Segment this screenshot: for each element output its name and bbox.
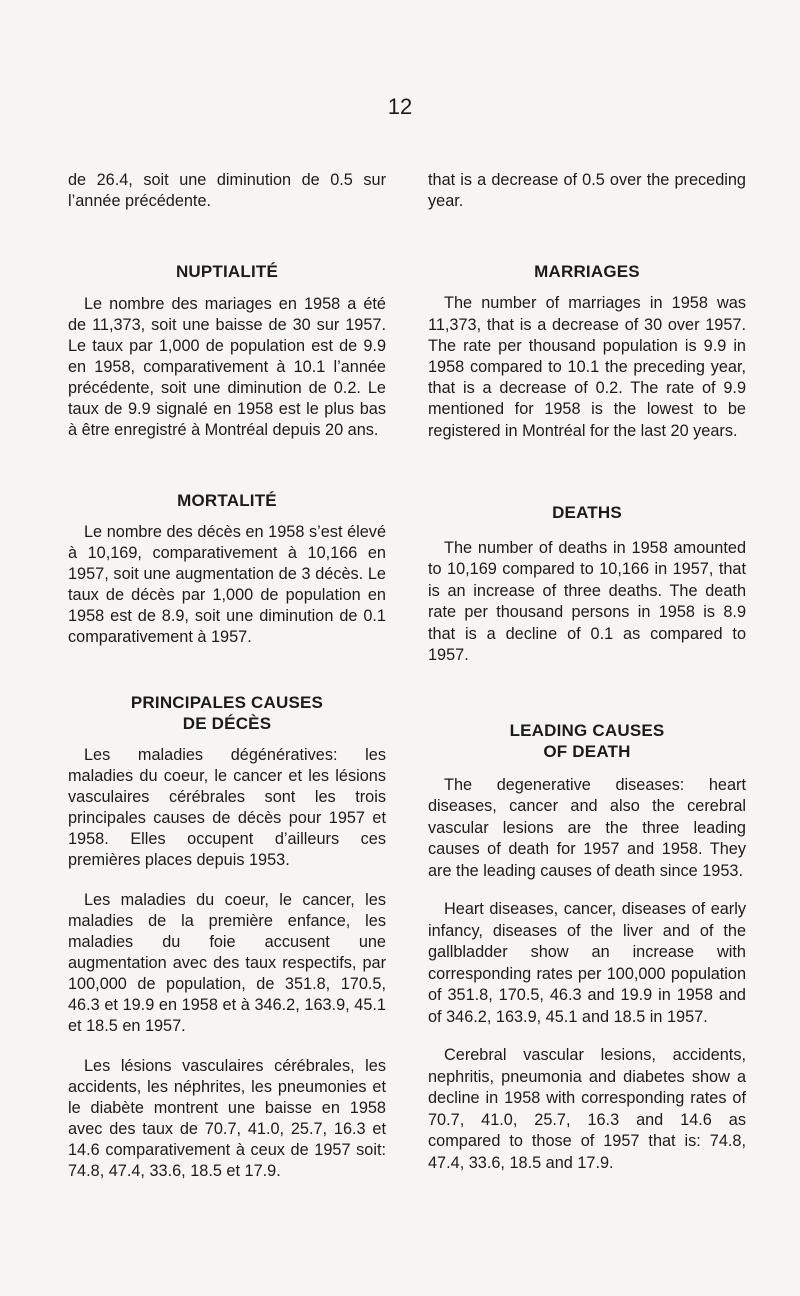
page-number: 12	[387, 94, 413, 119]
principales-causes-heading-line1: PRINCIPALES CAUSES	[130, 693, 324, 712]
english-column	[428, 170, 746, 1174]
causes-en-paragraph-2: Heart diseases, cancer, diseases of early infancy, diseases of the liver and of the gallbladder show an increase with corresponding rates per 100,000 population of 351.8, 170.5, 46.3 and 19.9 in 1958 and of 346.2, 163.9, 45.1 and 18.5 in 1957.	[428, 900, 746, 1026]
causes-en-paragraph-1: The degenerative diseases: heart diseases, cancer and also the cerebral vascular lesions are the three leading causes of death for 1957 and 1958. They are the leading causes of death since 1953.	[428, 775, 746, 880]
leading-causes-heading	[428, 720, 746, 762]
causes-en-paragraph-3: Cerebral vascular lesions, accidents, nephritis, pneumonia and diabetes show a decline in 1958 with corresponding rates of 70.7, 41.0, 25.7, 16.3 and 14.6 as compared to those of 1957 that is: 74.8, 47.4, 33.6, 18.5 and 17.9.	[428, 1046, 746, 1172]
deaths-paragraph: The number of deaths in 1958 amounted to 10,169 compared to 10,166 in 1957, that is an increase of three deaths. The death rate per thousand persons in 1958 is 8.9 that is a decline of 0.1 as compared to 1957.	[428, 538, 746, 665]
causes-fr-paragraph-2: Les maladies du coeur, le cancer, les maladies de la première enfance, les maladies du foie accusent une augmentation avec des taux respectifs, par 100,000 de population, de 351.8, 170.5, 46.3 et 19.9 en 1958 et à 346.2, 163.9, 45.1 et 18.5 en 1957.	[68, 891, 386, 1035]
causes-fr-paragraph-3: Les lésions vasculaires cérébrales, les accidents, les néphrites, les pneumonies et le diabète montrent une baisse en 1958 avec des taux de 70.7, 41.0, 25.7, 16.3 et 14.6 comparativement à ceux de 1957 soit: 74.8, 47.4, 33.6, 18.5 et 17.9.	[68, 1057, 386, 1180]
french-intro-paragraph: de 26.4, soit une diminution de 0.5 sur l’année précédente.	[68, 171, 386, 210]
marriages-heading: MARRIAGES	[534, 262, 640, 282]
mortalite-paragraph: Le nombre des décès en 1958 s’est élevé à 10,169, comparativement à 10,166 en 1957, soit une augmentation de 3 décès. Le taux de décès par 1,000 de population en 1958 est de 8.9, soit une diminution de 0.1 comparativement à 1957.	[68, 523, 386, 646]
principales-causes-heading	[68, 692, 386, 734]
leading-causes-heading-line1: LEADING CAUSES	[509, 720, 665, 740]
french-column	[68, 170, 386, 1182]
causes-fr-paragraph-1: Les maladies dégénératives: les maladies du coeur, le cancer et les lésions vasculaires cérébrales sont les trois principales causes de décès pour 1957 et 1958. Elles occupent d’ailleurs ces premières places depuis 1953.	[68, 746, 386, 869]
nuptialite-heading: NUPTIALITÉ	[175, 262, 279, 281]
mortalite-heading: MORTALITÉ	[177, 491, 277, 510]
deaths-heading: DEATHS	[552, 502, 622, 522]
english-intro-paragraph: that is a decrease of 0.5 over the preceding year.	[428, 171, 746, 211]
nuptialite-paragraph: Le nombre des mariages en 1958 a été de 11,373, soit une baisse de 30 sur 1957. Le taux par 1,000 de population est de 9.9 en 1958, comparativement à 10.1 l’année précédente, soit une diminution de 0.2. Le taux de 9.9 signalé en 1958 est le plus bas à être enregistré à Montréal depuis 20 ans.	[68, 295, 386, 439]
marriages-paragraph: The number of marriages in 1958 was 11,373, that is a decrease of 30 over 1957. The rate per thousand population is 9.9 in 1958 compared to 10.1 the preceding year, that is a decrease of 0.2. The rate of 9.9 mentioned for 1958 is the lowest to be registered in Montréal for the last 20 years.	[428, 294, 746, 440]
leading-causes-heading-line2: OF DEATH	[543, 741, 631, 761]
principales-causes-heading-line2: DE DÉCÈS	[182, 714, 272, 733]
